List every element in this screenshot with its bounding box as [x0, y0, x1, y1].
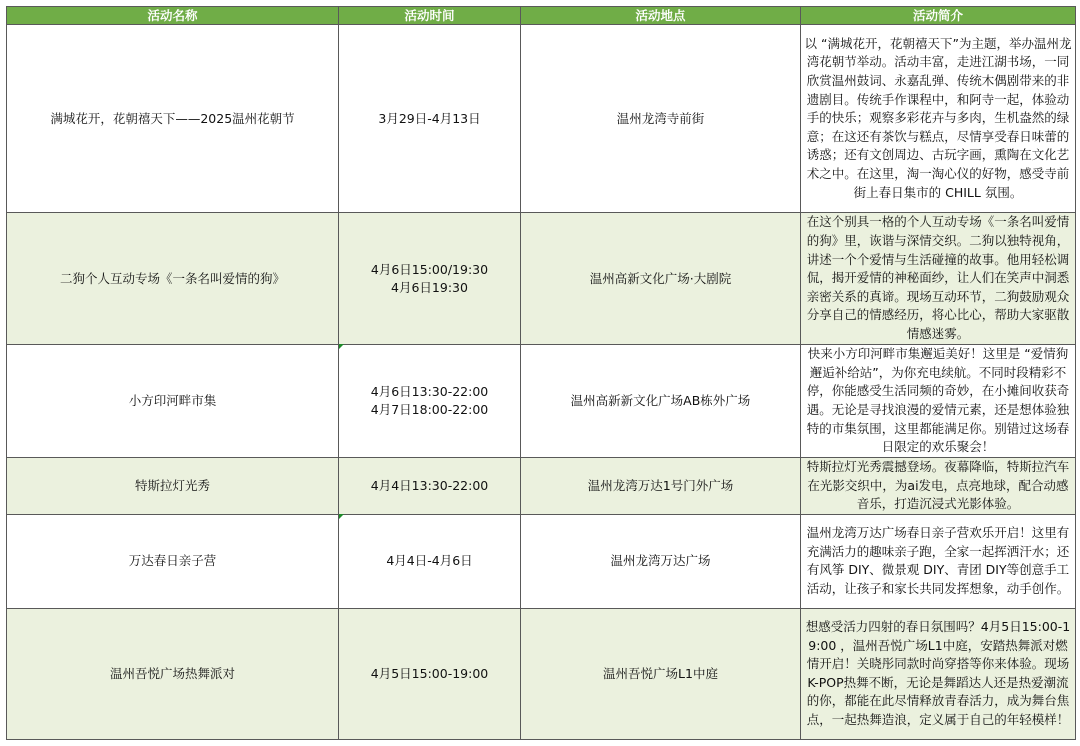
table-row: [7, 458, 1076, 515]
activity-desc-cell: 以 “满城花开，花朝禧天下”为主题，举办温州龙湾花朝节举动。活动丰富，走进江湖书场，一同欣赏温州鼓词、永嘉乱弹、传统木偶剧带来的非遗剧目。传统手作课程中，和阿寺一起，体验动手的快乐；观察多彩花卉与多肉，生机盎然的绿意；在这还有茶饮与糕点，尽情享受春日味蕾的诱惑；还有文创周边、古玩字画，熏陶在文化艺术之中。在这里，淘一淘心仪的好物，感受寺前街上春日集市的 CHILL 氛围。: [801, 25, 1076, 213]
activity-name-cell: 万达春日亲子营: [7, 514, 339, 608]
activity-desc-cell: 温州龙湾万达广场春日亲子营欢乐开启！这里有充满活力的趣味亲子跑，全家一起挥洒汗水；还有风筝 DIY、微景观 DIY、青团 DIY等创意手工活动，让孩子和家长共同发挥想象，动手创作。: [801, 514, 1076, 608]
time-line: 3月29日-4月13日: [378, 110, 481, 126]
activity-place-cell: 温州高新文化广场·大剧院: [521, 213, 801, 345]
header-activity-desc: 活动简介: [801, 7, 1076, 25]
time-line: 4月7日18:00-22:00: [370, 402, 489, 417]
activity-time-cell: [339, 345, 521, 458]
time-line: 4月6日13:30-22:00: [370, 384, 489, 399]
header-activity-place: 活动地点: [521, 7, 801, 25]
cell-comment-marker: [339, 344, 344, 349]
table-row: [7, 608, 1076, 739]
activity-place-cell: 温州龙湾寺前街: [521, 25, 801, 213]
time-line: 4月4日13:30-22:00: [370, 477, 489, 493]
activity-place-cell: 温州龙湾万达广场: [521, 514, 801, 608]
activity-place-cell: 温州高新新文化广场AB栋外广场: [521, 345, 801, 458]
activity-time-cell: [339, 213, 521, 345]
cell-comment-marker: [339, 514, 344, 519]
activity-name-cell: 温州吾悦广场热舞派对: [7, 608, 339, 739]
time-line: 4月5日15:00-19:00: [370, 665, 489, 681]
activity-place-cell: 温州吾悦广场L1中庭: [521, 608, 801, 739]
table-row: [7, 514, 1076, 608]
activity-place-cell: 温州龙湾万达1号门外广场: [521, 458, 801, 515]
activity-time-cell: [339, 608, 521, 739]
activity-name-cell: 特斯拉灯光秀: [7, 458, 339, 515]
header-row: [7, 7, 1076, 25]
activity-time-cell: [339, 458, 521, 515]
events-table: [6, 6, 1076, 740]
table-row: [7, 25, 1076, 213]
activity-desc-cell: 特斯拉灯光秀震撼登场。夜幕降临，特斯拉汽车在光影交织中，为ai发电，点亮地球，配合动感音乐，打造沉浸式光影体验。: [801, 458, 1076, 515]
time-line: 4月4日-4月6日: [386, 553, 473, 569]
table-row: [7, 345, 1076, 458]
activity-time-cell: [339, 25, 521, 213]
activity-time-cell: [339, 514, 521, 608]
header-activity-name: 活动名称: [7, 7, 339, 25]
activity-name-cell: 二狗个人互动专场《一条名叫爱情的狗》: [7, 213, 339, 345]
activity-desc-cell: 想感受活力四射的春日氛围吗？4月5日15:00-19:00 ，温州吾悦广场L1中庭，安踏热舞派对燃情开启！关晓彤同款时尚穿搭等你来体验。现场K-POP热舞不断，无论是舞蹈达人还是热爱潮流的你，都能在此尽情释放青春活力，成为舞台焦点，一起热舞造浪，定义属于自己的年轻模样！: [801, 608, 1076, 739]
time-line: 4月6日15:00/19:30: [370, 261, 489, 277]
time-line: 4月6日19:30: [391, 279, 468, 295]
table-row: [7, 213, 1076, 345]
header-activity-time: 活动时间: [339, 7, 521, 25]
activity-name-cell: 满城花开，花朝禧天下——2025温州花朝节: [7, 25, 339, 213]
activity-desc-cell: 快来小方印河畔市集邂逅美好！这里是 “爱情狗邂逅补给站”，为你充电续航。不同时段精彩不停，你能感受生活同频的奇妙，在小摊间收获奇遇。无论是寻找浪漫的爱情元素，还是想体验独特的市集氛围，这里都能满足你。别错过这场春日限定的欢乐聚会！: [801, 345, 1076, 458]
activity-desc-cell: 在这个别具一格的个人互动专场《一条名叫爱情的狗》里，诙谐与深情交织。二狗以独特视角，讲述一个个爱情与生活碰撞的故事。他用轻松调侃，揭开爱情的神秘面纱，让人们在笑声中洞悉亲密关系的真谛。现场互动环节，二狗鼓励观众分享自己的情感经历，将心比心，帮助大家驱散情感迷雾。: [801, 213, 1076, 345]
activity-name-cell: 小方印河畔市集: [7, 345, 339, 458]
